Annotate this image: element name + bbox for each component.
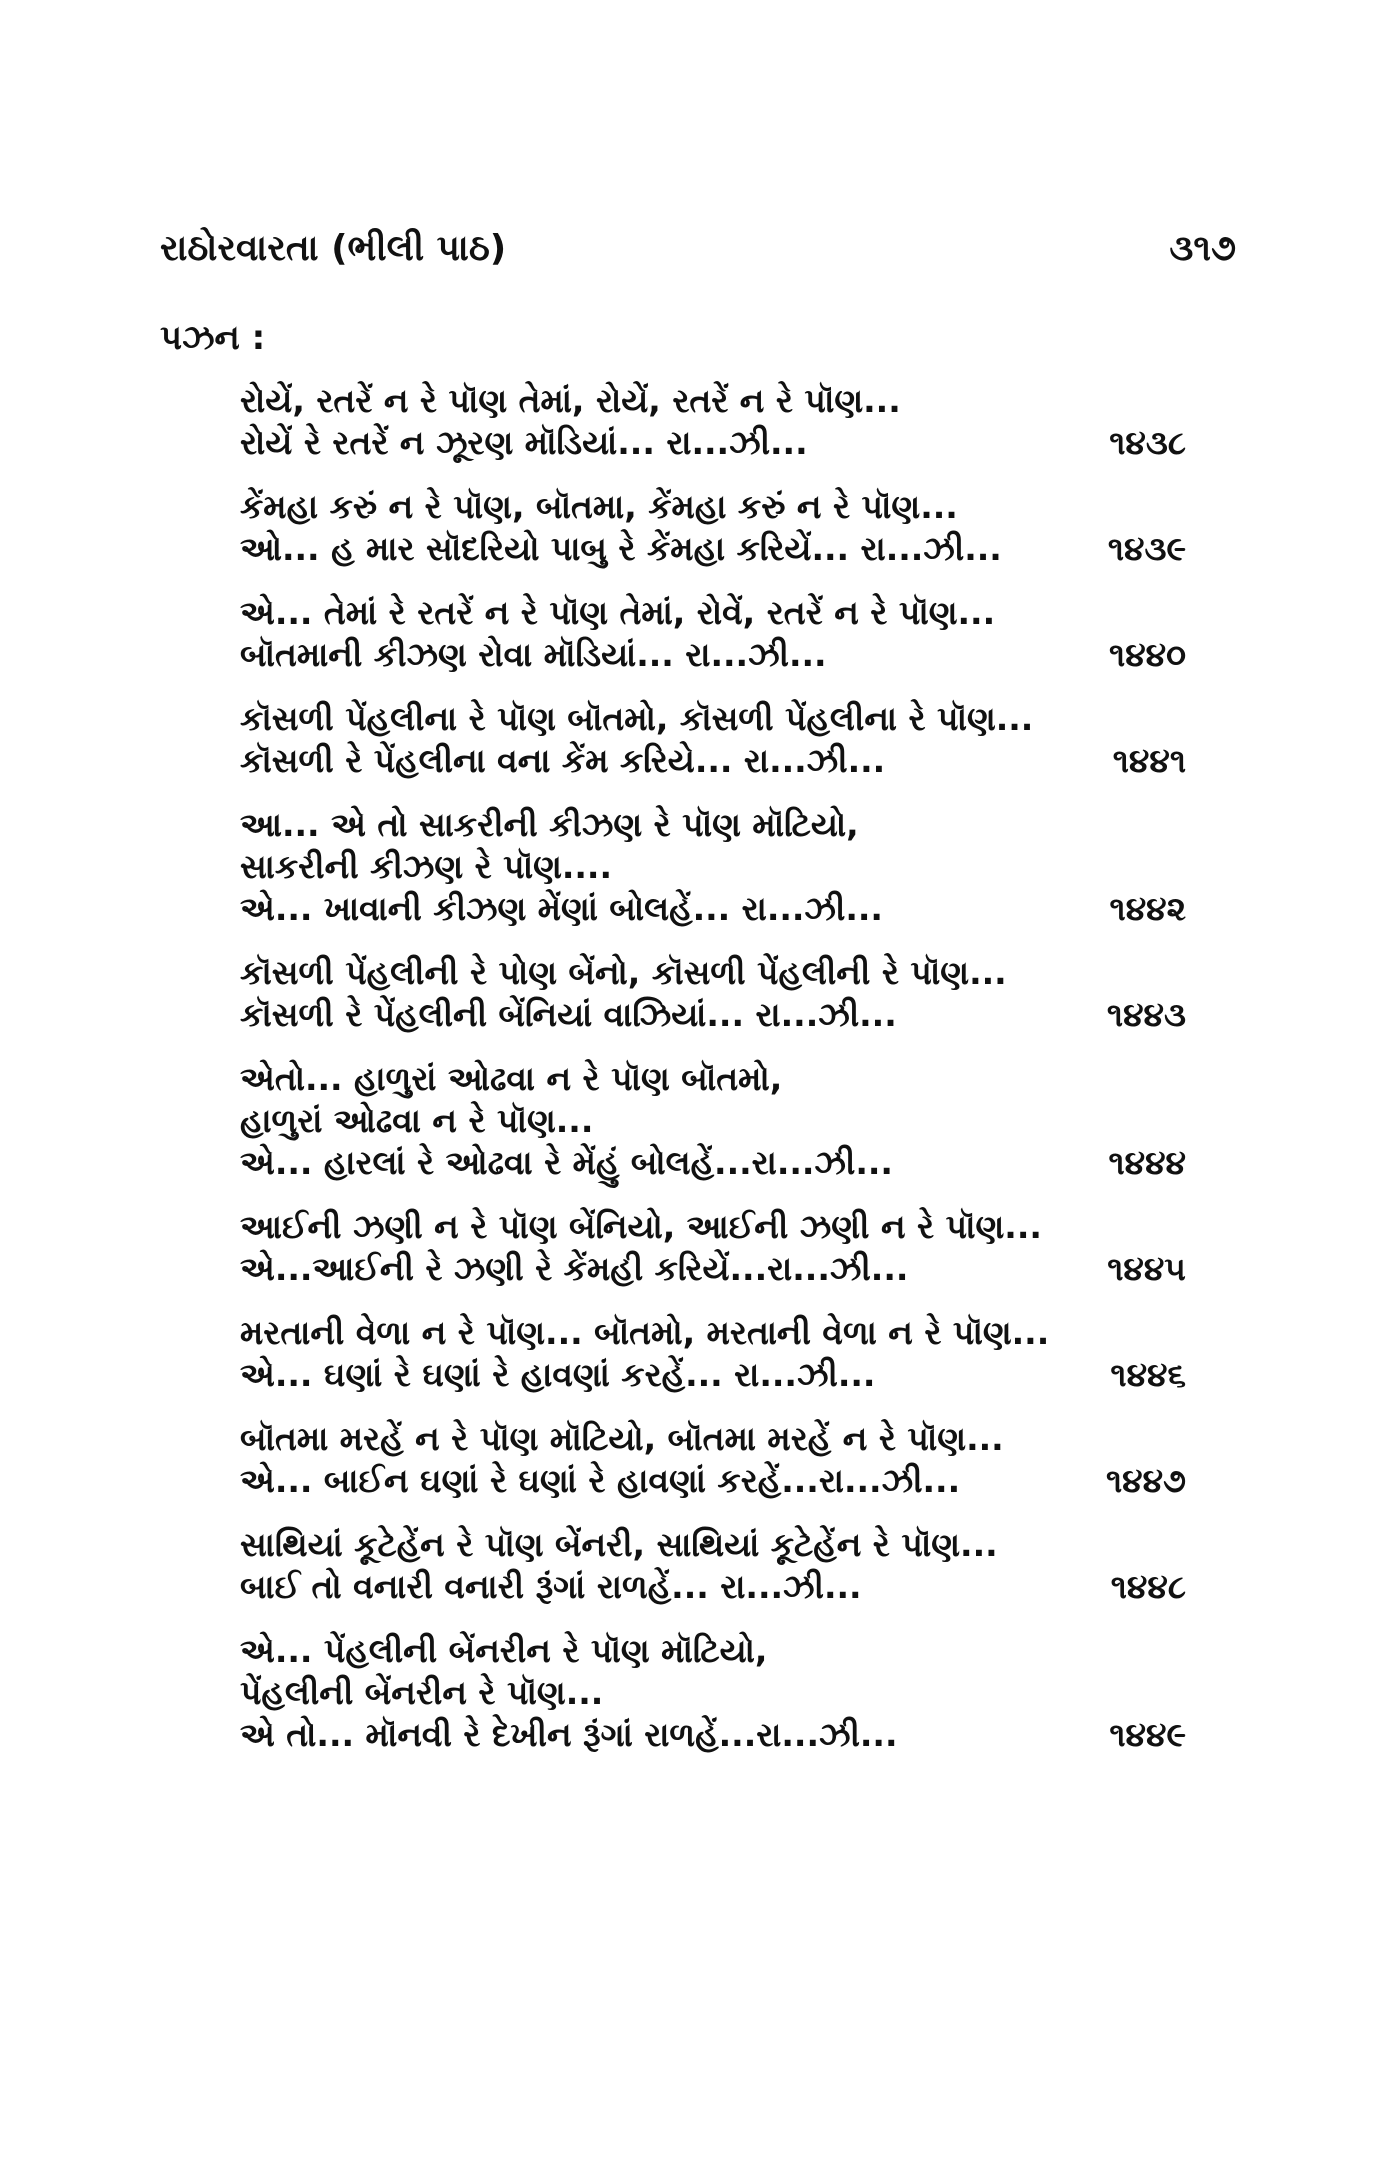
verse-line (240, 1354, 1186, 1396)
verse-line (240, 528, 1186, 570)
stanza (240, 804, 1186, 930)
verse-line (240, 380, 1186, 422)
verse-text: એ... હારલાં રે ઓઢવા રે મેંહું બોલહેં...રા...ઝી... (240, 1143, 893, 1182)
verse-line (240, 1312, 1186, 1354)
verse-line (240, 698, 1186, 740)
verse-text: કૉસળી પેંહલીની રે પોણ બેંનો, કૉસળી પેંહલીની રે પૉણ... (240, 953, 1007, 992)
verse-line (240, 1524, 1186, 1566)
verse-text: રોયેં રે રતરેં ન ઝૂરણ મૉડિયાં... રા...ઝી... (240, 423, 808, 462)
verse-list (240, 380, 1186, 1778)
verse-text: કૉસળી પેંહલીના રે પૉણ બૉતમો, કૉસળી પેંહલીના રે પૉણ... (240, 699, 1034, 738)
verse-number: ૧૪૪૩ (1106, 995, 1186, 1034)
stanza (240, 1312, 1186, 1396)
verse-line (240, 1418, 1186, 1460)
stanza (240, 698, 1186, 782)
verse-number: ૧૪૩૮ (1109, 423, 1186, 462)
verse-number: ૧૪૪૨ (1109, 889, 1186, 928)
verse-line (240, 1100, 1186, 1142)
verse-line (240, 1058, 1186, 1100)
verse-text: સાકરીની કીઝણ રે પૉણ.... (240, 847, 613, 886)
verse-text: એ... પેંહલીની બેંનરીન રે પૉણ મૉટિયો, (240, 1631, 768, 1670)
verse-text: બૉતમા મરહેં ન રે પૉણ મૉટિયો, બૉતમા મરહેં ન રે પૉણ... (240, 1419, 1004, 1458)
verse-number: ૧૪૩૯ (1107, 529, 1186, 568)
running-title: રાઠોરવારતા (ભીલી પાઠ) (160, 228, 507, 269)
verse-line (240, 592, 1186, 634)
stanza (240, 1206, 1186, 1290)
verse-text: એ... બાઈન ઘણાં રે ઘણાં રે હાવણાં કરહેં...રા...ઝી... (240, 1461, 961, 1500)
stanza (240, 1630, 1186, 1756)
verse-text: બૉતમાની કીઝણ રોવા મૉડિયાં... રા...ઝી... (240, 635, 827, 674)
stanza (240, 592, 1186, 676)
verse-text: સાથિયાં કૂટેહેંન રે પૉણ બેંનરી, સાથિયાં કૂટેહેંન રે પૉણ... (240, 1525, 998, 1564)
verse-text: આ... એ તો સાકરીની કીઝણ રે પૉણ મૉટિયો, (240, 805, 859, 844)
verse-text: કેંમહા કરું ન રે પૉણ, બૉતમા, કેંમહા કરું ન રે પૉણ... (240, 487, 958, 526)
verse-line (240, 634, 1186, 676)
stanza (240, 380, 1186, 464)
verse-line (240, 486, 1186, 528)
verse-number: ૧૪૪૧ (1112, 741, 1186, 780)
verse-text: મરતાની વેળા ન રે પૉણ... બૉતમો, મરતાની વેળા ન રે પૉણ... (240, 1313, 1050, 1352)
verse-text: એ... ખાવાની કીઝણ મેંણાં બોલહેં... રા...ઝી... (240, 889, 883, 928)
verse-text: એ...આઈની રે ઝણી રે કેંમહી કરિયેં...રા...ઝી... (240, 1249, 909, 1288)
verse-line (240, 1460, 1186, 1502)
verse-number: ૧૪૪૫ (1107, 1249, 1186, 1288)
verse-line (240, 1672, 1186, 1714)
verse-line (240, 1142, 1186, 1184)
verse-text: હાળુરાં ઓઢવા ન રે પૉણ... (240, 1101, 594, 1140)
verse-line (240, 740, 1186, 782)
stanza (240, 1418, 1186, 1502)
verse-number: ૧૪૪૮ (1110, 1567, 1186, 1606)
verse-number: ૧૪૪૪ (1108, 1143, 1186, 1182)
verse-number: ૧૪૪૯ (1109, 1715, 1186, 1754)
verse-number: ૧૪૪૬ (1110, 1355, 1186, 1394)
verse-text: રોયેં, રતરેં ન રે પૉણ તેમાં, રોયેં, રતરેં ન રે પૉણ... (240, 381, 901, 420)
verse-line (240, 952, 1186, 994)
verse-line (240, 1248, 1186, 1290)
verse-text: કૉસળી રે પેંહલીની બેંનિયાં વાઝિયાં... રા...ઝી... (240, 995, 897, 1034)
verse-line (240, 804, 1186, 846)
verse-number: ૧૪૪૭ (1105, 1461, 1186, 1500)
page-number: ૩૧૭ (1169, 228, 1236, 269)
verse-line (240, 888, 1186, 930)
verse-line (240, 1714, 1186, 1756)
verse-line (240, 1566, 1186, 1608)
stanza (240, 486, 1186, 570)
verse-line (240, 1630, 1186, 1672)
verse-text: એ... તેમાં રે રતરેં ન રે પૉણ તેમાં, રોવેં, રતરેં ન રે પૉણ... (240, 593, 996, 632)
verse-text: આઈની ઝણી ન રે પૉણ બેંનિયો, આઈની ઝણી ન રે પૉણ... (240, 1207, 1042, 1246)
verse-number: ૧૪૪૦ (1109, 635, 1186, 674)
verse-text: એતો... હાળુરાં ઓઢવા ન રે પૉણ બૉતમો, (240, 1059, 783, 1098)
verse-line (240, 422, 1186, 464)
verse-text: પેંહલીની બેંનરીન રે પૉણ... (240, 1673, 604, 1712)
verse-text: ઓ... હ માર સૉદરિયો પાબુ રે કેંમહા કરિયેં... રા...ઝી... (240, 529, 1002, 568)
verse-text: એ તો... મૉનવી રે દેખીન રૂંગાં રાળહેં...રા...ઝી... (240, 1715, 898, 1754)
verse-line (240, 994, 1186, 1036)
verse-text: કૉસળી રે પેંહલીના વના કેંમ કરિયે... રા...ઝી... (240, 741, 886, 780)
stanza (240, 1058, 1186, 1184)
verse-line (240, 846, 1186, 888)
section-label: પઝન : (160, 318, 266, 358)
verse-text: બાઈ તો વનારી વનારી રૂંગાં રાળહેં... રા...ઝી... (240, 1567, 862, 1606)
stanza (240, 1524, 1186, 1608)
stanza (240, 952, 1186, 1036)
verse-text: એ... ઘણાં રે ઘણાં રે હાવણાં કરહેં... રા...ઝી... (240, 1355, 876, 1394)
verse-line (240, 1206, 1186, 1248)
